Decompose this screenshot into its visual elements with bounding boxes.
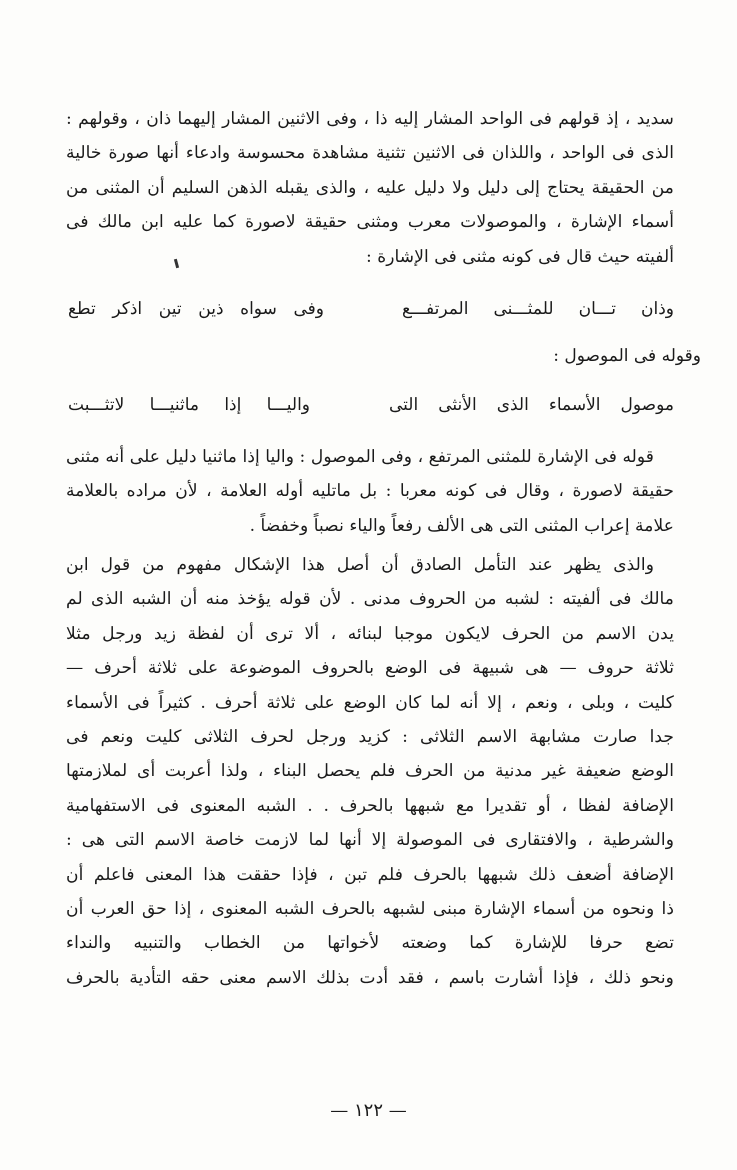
text-line: سديد ، إذ قولهم فى الواحد المشار إليه ذا ، وفى الاثنين المشار إليهما ذان ، وقولهم : <box>66 109 674 129</box>
paragraph-3 <box>66 548 674 995</box>
verse-2-first-hemistich: موصول الأسماء الذى الأنثى التى <box>389 395 674 415</box>
text-line: مالك فى ألفيته : لشبه من الحروف مدنى . لأن قوله يؤخذ منه أن الشبه الذى لم <box>66 589 674 610</box>
verse-2 <box>66 389 674 421</box>
paragraph-2 <box>66 440 674 543</box>
verse-1-first-hemistich: وذان تـــان للمثـــنى المرتفـــع <box>402 299 674 319</box>
text-line: ثلاثة حروف — هى شبيهة فى الوضع بالحروف الموضوعة على ثلاثة أحرف — <box>66 658 674 679</box>
text-line: والذى يظهر عند التأمل الصادق أن أصل هذا الإشكال مفهوم من قول ابن <box>66 555 654 575</box>
text-line: ذا ونحوه من أسماء الإشارة مبنى لشبهه بالحرف الشبه المعنوى ، إذا حق العرب أن <box>66 898 674 919</box>
paragraph-1 <box>66 102 674 274</box>
text-line: حقيقة لاصورة ، وقال فى كونه معربا : بل ماتليه أوله العلامة ، لأن مراده بالعلامة <box>66 481 674 502</box>
text-line: الإضافة لفظا ، أو تقديرا مع شبهها بالحرف . . الشبه المعنوى فى الاستفهامية <box>66 795 674 816</box>
text-line: يدن الاسم من الحرف لايكون موجبا لبنائه ، ألا ترى أن لفظة زيد ورجل مثلا <box>66 623 674 644</box>
text-line: تضع حرفا للإشارة كما وضعته لأخواتها من الخطاب والتنبيه والنداء <box>66 933 674 954</box>
verse-1-second-hemistich: وفى سواه ذين تين اذكر تطع <box>68 299 324 319</box>
text-line: والشرطية ، والافتقارى فى الموصولة إلا أنها لما لازمت خاصة الاسم التى هى : <box>66 830 674 851</box>
verse-intro: وقوله فى الموصول : <box>553 346 701 366</box>
text-line: الذى فى الواحد ، واللذان فى الاثنين تثنية مشاهدة محسوسة وادعاء أنها صورة خالية <box>66 143 674 164</box>
text-line: من الحقيقة يحتاج إلى دليل ولا دليل عليه ، والذى يقبله الذهن السليم أن المثنى من <box>66 177 674 198</box>
text-line: أسماء الإشارة ، والموصولات معرب ومثنى حقيقة لاصورة كما عليه ابن مالك فى <box>66 212 674 233</box>
text-line: قوله فى الإشارة للمثنى المرتفع ، وفى الموصول : واليا إذا ماثنيا دليل على أنه مثنى <box>66 447 654 467</box>
text-line: الوضع ضعيفة غير مدنية من الحرف فلم يحصل البناء ، ولذا أعربت أى لملازمتها <box>66 761 674 782</box>
text-line: ألفيته حيث قال فى كونه مثنى فى الإشارة : <box>366 246 674 267</box>
text-line: جدا صارت مشابهة الاسم الثلاثى : كزيد ورجل لحرف الثلاثى كليت ونعم فى <box>66 726 674 747</box>
text-line: ونحو ذلك ، فإذا أشارت باسم ، فقد أدت بذلك الاسم معنى حقه التأدية بالحرف <box>66 967 674 988</box>
text-line: كليت ، وبلى ، ونعم ، إلا أنه لما كان الوضع على ثلاثة أحرف . كثيراً فى الأسماء <box>66 692 674 713</box>
verse-2-second-hemistich: واليـــا إذا ماثنيـــا لاتثـــبت <box>68 395 310 415</box>
text-line: الإضافة أضعف ذلك شبهها بالحرف فلم تبن ، فإذا حققت هذا المعنى فاعلم أن <box>66 864 674 885</box>
page-number: — ١٢٢ — <box>330 1100 407 1121</box>
text-line: علامة إعراب المثنى التى هى الألف رفعاً والياء نصباً وخفضاً . <box>249 515 674 536</box>
verse-1 <box>66 293 674 325</box>
